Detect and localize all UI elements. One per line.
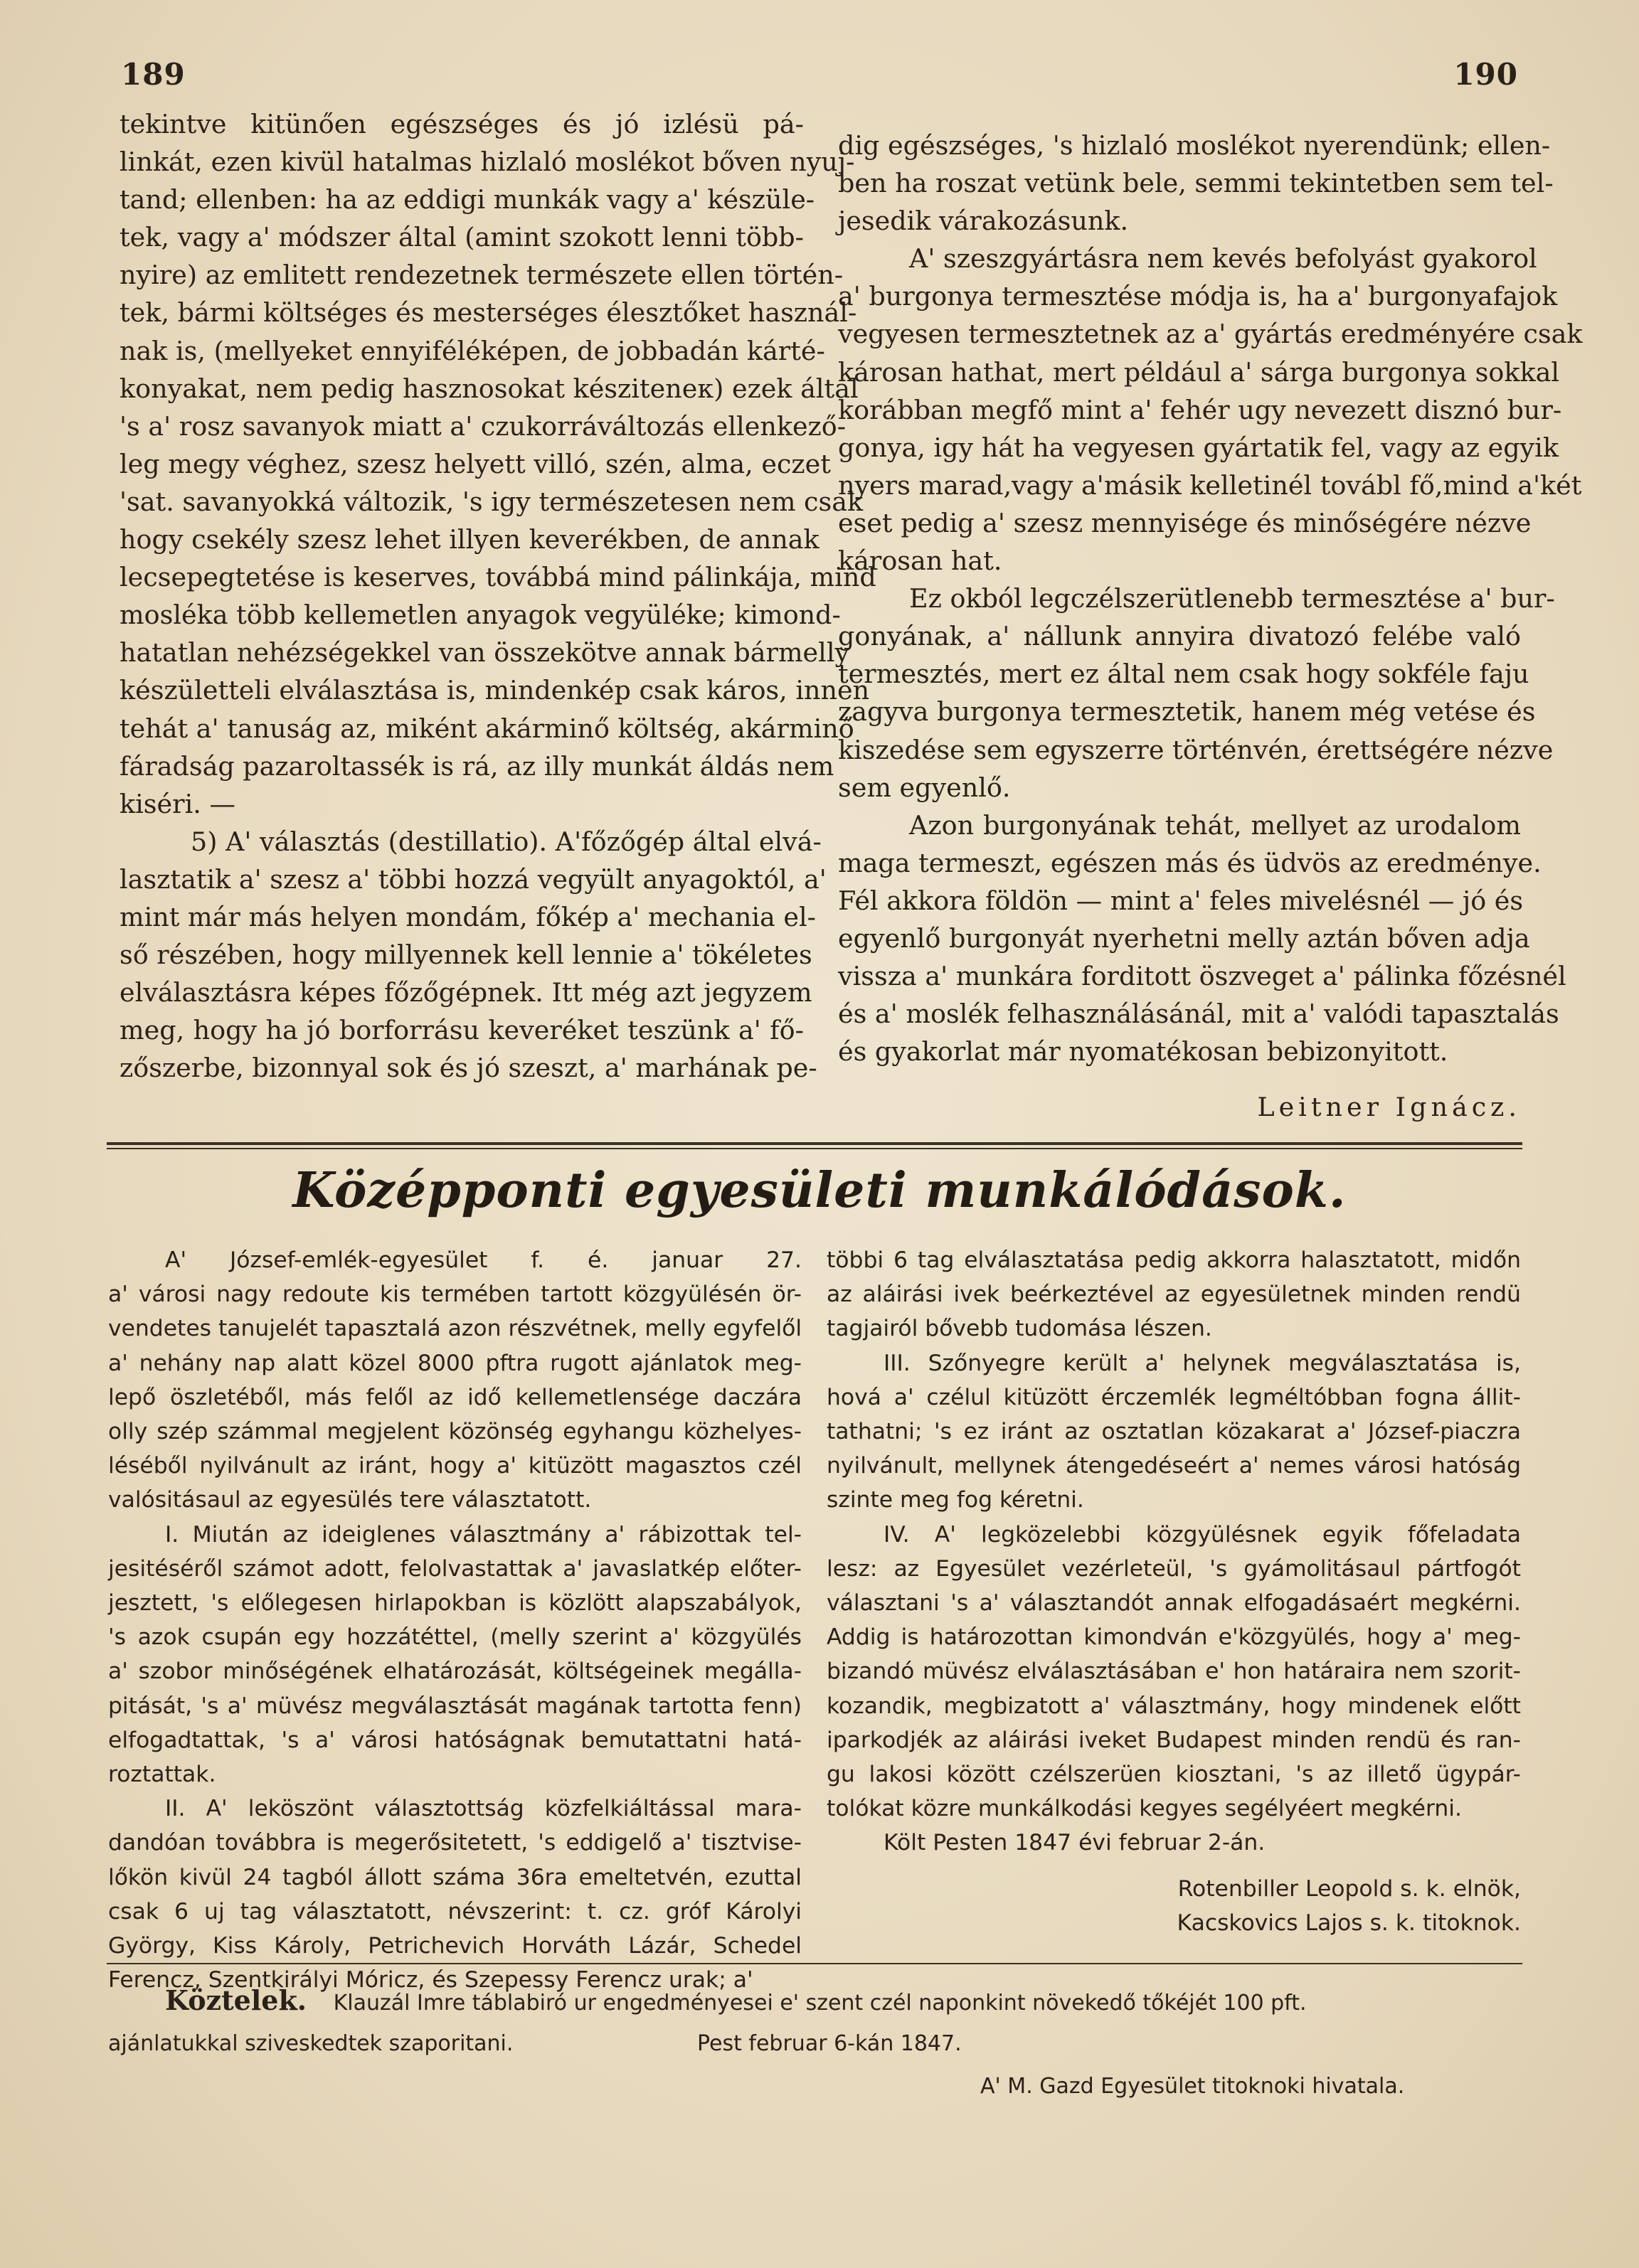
text-line: tagjairól bővebb tudomása lészen. [827,1316,1212,1342]
text-line: tathatni; 's ez iránt az osztatlan közakarat a' József-piaczra [827,1419,1521,1445]
text-line: IV. A' legközelebbi közgyülésnek egyik főfeladata [884,1521,1521,1548]
text-line: többi 6 tag elválasztatása pedig akkorra halasztatott, midőn [827,1247,1521,1273]
text-line: tekintve kitünően egészséges és jó izlésü pá- [120,109,804,139]
text-line: termesztés, mert ez által nem csak hogy sokféle faju [838,659,1529,690]
text-line: gu lakosi között czélszerüen kiosztani, 's az illető ügypár- [827,1762,1521,1788]
text-line: Költ Pesten 1847 évi februar 2-án. [884,1830,1266,1856]
text-line: Addig is határozottan kimondván e'közgyülés, hogy a' meg- [827,1624,1521,1651]
text-line: meg, hogy ha jó borforrásu keveréket teszünk a' fő- [120,1015,804,1046]
text-line: zagyva burgonya termesztetik, hanem még vetése és [838,696,1536,728]
text-line: tolókat közre munkálkodási kegyes segélyéert megkérni. [827,1796,1462,1822]
text-line: hogy csekély szesz lehet illyen keverékben, de annak [120,524,820,555]
text-line: tek, vagy a' módszer által (amint szokott lenni több- [120,222,804,253]
text-line: eset pedig a' szesz mennyisége és minőségére nézve [838,507,1532,538]
text-line: az aláirási ivek beérkeztével az egyesületnek minden rendü [827,1282,1521,1308]
text-line: a' burgonya termesztése módja is, ha a' burgonyafajok [838,281,1558,312]
text-line: A' József-emlék-egyesület f. é. januar 27. [165,1247,802,1273]
text-line: léséből nyilvánult az iránt, hogy a' kitüzött magasztos czél [108,1453,802,1479]
text-line: tand; ellenben: ha az eddigi munkák vagy a' készüle- [120,184,815,215]
signatories [827,1872,1521,1940]
text-line: gonyának, a' nállunk annyira divatozó felébe való [838,621,1521,652]
text-line: károsan hat. [838,545,1002,577]
text-line: a' szobor minőségének elhatározását, költségeinek megálla- [108,1659,802,1685]
text-line: kozandik, megbizatott a' választmány, hogy mindenek előtt [827,1693,1521,1719]
signature-line: Leitner Ignácz. [1257,1092,1521,1122]
author-signature [838,1088,1521,1126]
text-line: mint már más helyen mondám, főkép a' mechania el- [120,901,816,932]
text-line: elfogadtattak, 's a' városi hatóságnak bemutattatni hatá- [108,1727,802,1753]
report-column-left [108,1243,802,1997]
text-line: ső részében, hogy millyennek kell lennie a' tökéletes [120,939,812,971]
text-line: egyenlő burgonyát nyerhetni melly aztán bőven adja [838,922,1530,954]
text-line: és gyakorlat már nyomatékosan bebizonyitott. [838,1036,1448,1068]
text-line: korábban megfő mint a' fehér ugy nevezett disznó bur- [838,394,1562,425]
text-line: bizandó müvész elválasztásában e' hon határaira nem szorit- [827,1659,1521,1685]
footer-text-2: ajánlatukkal sziveskedtek szaporitani. [108,2031,514,2056]
text-line: jesedik várakozásunk. [838,206,1129,237]
text-line: csak 6 uj tag választatott, névszerint: t. cz. gróf Károlyi [108,1898,802,1924]
footer-office [980,2074,1404,2099]
article-column-left [120,105,876,1087]
text-line: roztattak. [108,1762,216,1788]
text-line: iparkodjék az aláirási iveket Budapest minden rendü és ran- [827,1727,1521,1753]
text-line: György, Kiss Károly, Petrichevich Horváth Lázár, Schedel [108,1933,802,1959]
text-line: nyers marad,vagy a'másik kelletinél továbl fő,mind a'két [838,469,1582,501]
text-line: nyilvánult, mellynek átengedéseért a' nemes városi hatóság [827,1453,1521,1479]
text-line: és a' moslék felhasználásánál, mit a' valódi tapasztalás [838,999,1559,1030]
text-line: vissza a' munkára forditott öszveget a' pálinka főzésnél [838,961,1566,992]
page-number-right: 190 [1453,57,1518,92]
text-line: lőkön kivül 24 tagból állott száma 36ra emeltetvén, ezuttal [108,1864,802,1890]
text-line: sem egyenlő. [838,772,1011,803]
footer-date-text: Pest februar 6-kán 1847. [697,2031,962,2056]
text-line: ben ha roszat vetünk bele, semmi tekintetben sem tel- [838,168,1554,199]
section-divider-top [107,1142,1522,1145]
text-line: konyakat, nem pedig hasznosokat késziteneк) ezek által [120,373,859,404]
text-line: pitását, 's a' müvész megválasztását magának tartotta fenn) [108,1693,802,1719]
article-column-right [838,127,1583,1070]
text-line: jesztett, 's előlegesen hirlapokban is közlött alapszabályok, [108,1590,802,1617]
section-divider-top-thin [107,1148,1522,1149]
text-line: 'sat. savanyokká változik, 's igy természetesen nem csak [120,486,864,517]
text-line: tek, bármi költséges és mesterséges élesztőket használ- [120,297,857,329]
section-heading: Középponti egyesületi munkálódások. [292,1162,1347,1219]
text-line: hová a' czélul kitüzött érczemlék legméltóbban fogna állit- [827,1384,1521,1410]
text-line: valósitásaul az egyesülés tere választatott. [108,1487,592,1513]
page-number-left: 189 [121,57,186,92]
text-line: kiszedése sem egyszerre történvén, érettségére nézve [838,734,1554,765]
text-line: lesz: az Egyesület vezérleteül, 's gyámolitásaul pártfogót [827,1555,1521,1582]
text-line: Azon burgonyának tehát, mellyet az urodalom [909,809,1521,841]
text-line: készületteli elválasztása is, mindenkép csak káros, innen [120,675,870,706]
text-line: dig egészséges, 's hizlaló moslékot nyerendünk; ellen- [838,130,1551,161]
text-line: lepő öszletéből, más felől az idő kellemetlensége daczára [108,1384,802,1410]
text-line: hatatlan nehézségekkel van összekötve annak bármelly [120,637,850,669]
text-line: II. A' leköszönt választottság közfelkiáltással mara- [165,1796,802,1822]
signatory-secretary: Kacskovics Lajos s. k. titoknok. [1177,1910,1521,1937]
text-line: elválasztásra képes főzőgépnek. Itt még azt jegyzem [120,977,812,1008]
text-line: 5) A' választás (destillatio). A'főzőgép által elvá- [191,826,822,857]
text-line: a' városi nagy redoute kis termében tartott közgyülésén ör- [108,1282,802,1308]
text-line: dandóan továbbra is megerősitetett, 's eddigelő a' tisztvise- [108,1830,802,1856]
text-line: szinte meg fog kéretni. [827,1487,1084,1513]
text-line: választani 's a' választandót annak elfogadásaért megkérni. [827,1590,1521,1617]
text-line: I. Miután az ideiglenes választmány a' rábizottak tel- [165,1521,802,1548]
text-line: vegyesen termesztetnek az a' gyártás eredményére csak [838,319,1583,350]
text-line: mosléka több kellemetlen anyagok vegyüléke; kimond- [120,600,841,631]
footer-lead: Köztelek. [165,1984,307,2016]
text-line: III. Szőnyegre került a' helynek megválasztatása is, [884,1350,1521,1376]
text-line: vendetes tanujelét tapasztalá azon részvétnek, melly egyfelől [108,1316,802,1342]
footer-divider [107,1963,1522,1964]
footer-notice-line1 [165,1984,1307,2016]
text-line: Ez okból legczélszerütlenebb termesztése a' bur- [909,583,1555,614]
footer-notice-line2 [108,2031,513,2056]
text-line: olly szép számmal megjelent közönség egyhangu közhelyes- [108,1419,802,1445]
text-line: kiséri. — [120,788,235,819]
text-line: gonya, igy hát ha vegyesen gyártatik fel, vagy az egyik [838,432,1559,463]
text-line: nyire) az emlitett rendezetnek természete ellen történ- [120,260,844,291]
text-line: nak is, (mellyeket ennyiféléképen, de jobbadán kárté- [120,335,825,366]
text-line: 's azok csupán egy hozzátéttel, (melly szerint a' közgyülés [108,1624,802,1651]
text-line: A' szeszgyártásra nem kevés befolyást gyakorol [909,243,1537,275]
text-line: 's a' rosz savanyok miatt a' czukorráváltozás ellenkező- [120,410,847,442]
footer-office-text: A' M. Gazd Egyesület titoknoki hivatala. [980,2074,1405,2099]
text-line: leg megy véghez, szesz helyett villó, szén, alma, eczet [120,448,831,479]
footer-date [697,2031,962,2056]
text-line: lecsepegtetése is keserves, továbbá mind pálinkája, mind [120,562,876,593]
text-line: linkát, ezen kivül hatalmas hizlaló moslékot bőven nyuj- [120,147,855,178]
footer-text-1: Klauzál Imre táblabiró ur engedményesei e' szent czél naponkint növekedő tőkéjét 100 pft. [333,1991,1307,2016]
text-line: zőszerbe, bizonnyal sok és jó szeszt, a' marhának pe- [120,1053,817,1084]
text-line: maga termeszt, egészen más és üdvös az eredménye. [838,847,1542,878]
text-line: Fél akkora földön — mint a' feles mivelésnél — jó és [838,885,1524,916]
text-line: jesitéséről számot adott, felolvastattak a' javaslatkép előter- [108,1555,802,1582]
text-line: Ferencz, Szentkirályi Móricz, és Szepessy Ferencz urak; a' [108,1967,753,1993]
text-line: károsan hathat, mert például a' sárga burgonya sokkal [838,356,1560,388]
report-column-right [827,1243,1521,1860]
text-line: lasztatik a' szesz a' többi hozzá vegyült anyagoktól, a' [120,863,827,895]
text-line: a' nehány nap alatt közel 8000 pftra rugott ajánlatok meg- [108,1350,802,1376]
text-line: fáradság pazaroltassék is rá, az illy munkát áldás nem [120,750,834,782]
text-line: tehát a' tanuság az, miként akárminő költség, akárminő [120,713,854,744]
signatory-president: Rotenbiller Leopold s. k. elnök, [1177,1876,1521,1902]
